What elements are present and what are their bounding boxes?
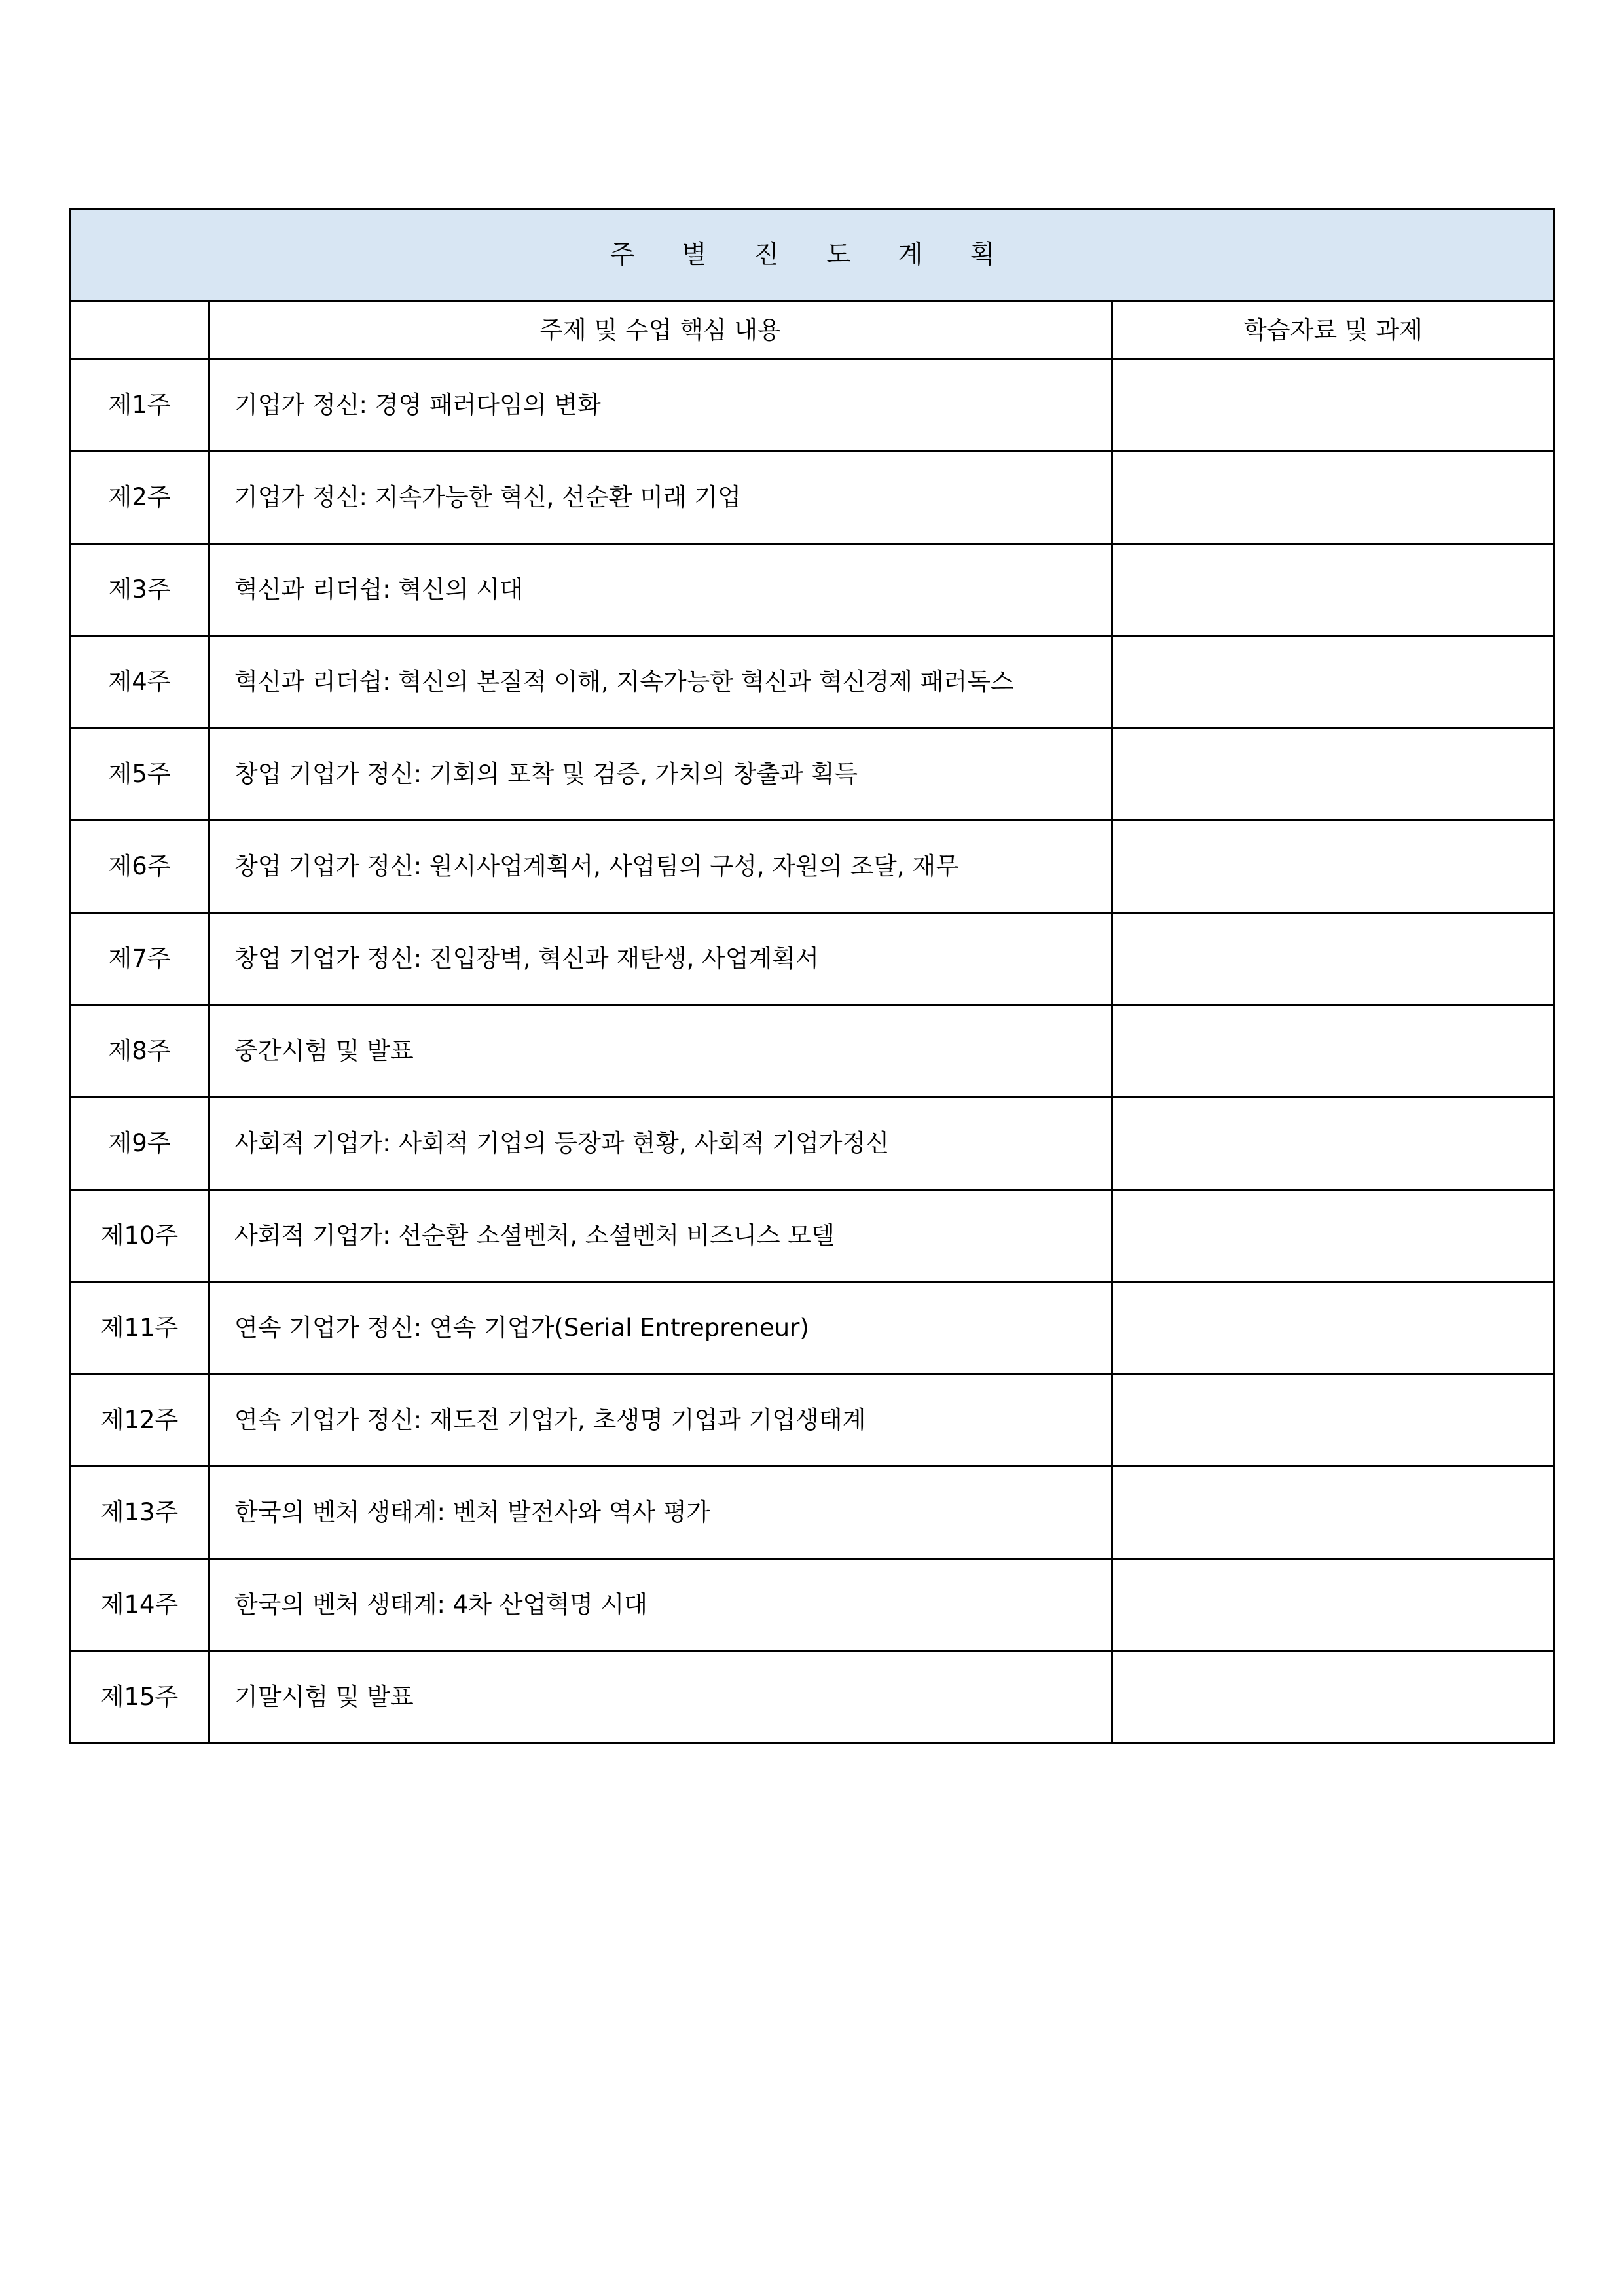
week-label: 제3주 <box>71 544 209 636</box>
week-materials <box>1112 1098 1554 1190</box>
week-materials <box>1112 1282 1554 1374</box>
week-label: 제9주 <box>71 1098 209 1190</box>
week-materials <box>1112 359 1554 452</box>
week-label: 제13주 <box>71 1467 209 1559</box>
week-topic: 기말시험 및 발표 <box>209 1651 1112 1744</box>
week-materials <box>1112 636 1554 728</box>
table-row <box>71 913 1554 1005</box>
week-label: 제7주 <box>71 913 209 1005</box>
table-row <box>71 1374 1554 1467</box>
week-label: 제1주 <box>71 359 209 452</box>
table-row <box>71 1190 1554 1282</box>
week-topic: 기업가 정신: 경영 패러다임의 변화 <box>209 359 1112 452</box>
week-topic: 기업가 정신: 지속가능한 혁신, 선순환 미래 기업 <box>209 452 1112 544</box>
week-materials <box>1112 544 1554 636</box>
week-materials <box>1112 821 1554 913</box>
week-topic: 한국의 벤처 생태계: 벤처 발전사와 역사 평가 <box>209 1467 1112 1559</box>
table-title: 주 별 진 도 계 획 <box>71 209 1554 302</box>
week-label: 제11주 <box>71 1282 209 1374</box>
table-row <box>71 1005 1554 1098</box>
week-topic: 사회적 기업가: 사회적 기업의 등장과 현황, 사회적 기업가정신 <box>209 1098 1112 1190</box>
weekly-plan-table <box>69 208 1555 1744</box>
week-topic: 창업 기업가 정신: 진입장벽, 혁신과 재탄생, 사업계획서 <box>209 913 1112 1005</box>
week-topic: 창업 기업가 정신: 원시사업계획서, 사업팀의 구성, 자원의 조달, 재무 <box>209 821 1112 913</box>
week-label: 제12주 <box>71 1374 209 1467</box>
table-title-row <box>71 209 1554 302</box>
week-topic: 한국의 벤처 생태계: 4차 산업혁명 시대 <box>209 1559 1112 1651</box>
table-row <box>71 1559 1554 1651</box>
week-topic: 연속 기업가 정신: 재도전 기업가, 초생명 기업과 기업생태계 <box>209 1374 1112 1467</box>
week-topic: 혁신과 리더쉽: 혁신의 시대 <box>209 544 1112 636</box>
week-topic: 창업 기업가 정신: 기회의 포착 및 검증, 가치의 창출과 획득 <box>209 728 1112 821</box>
week-label: 제5주 <box>71 728 209 821</box>
week-label: 제6주 <box>71 821 209 913</box>
table-row <box>71 1467 1554 1559</box>
week-materials <box>1112 728 1554 821</box>
week-topic: 사회적 기업가: 선순환 소셜벤처, 소셜벤처 비즈니스 모델 <box>209 1190 1112 1282</box>
week-label: 제14주 <box>71 1559 209 1651</box>
table-header-row <box>71 302 1554 359</box>
week-label: 제8주 <box>71 1005 209 1098</box>
table-row <box>71 452 1554 544</box>
weekly-plan-table-body <box>71 209 1554 1744</box>
table-row <box>71 359 1554 452</box>
header-topic-cell: 주제 및 수업 핵심 내용 <box>209 302 1112 359</box>
week-topic: 중간시험 및 발표 <box>209 1005 1112 1098</box>
week-label: 제10주 <box>71 1190 209 1282</box>
table-row <box>71 1098 1554 1190</box>
week-label: 제15주 <box>71 1651 209 1744</box>
header-week-cell <box>71 302 209 359</box>
week-materials <box>1112 452 1554 544</box>
table-row <box>71 544 1554 636</box>
table-row <box>71 636 1554 728</box>
week-materials <box>1112 1651 1554 1744</box>
week-label: 제2주 <box>71 452 209 544</box>
week-topic: 혁신과 리더쉽: 혁신의 본질적 이해, 지속가능한 혁신과 혁신경제 패러독스 <box>209 636 1112 728</box>
table-row <box>71 1282 1554 1374</box>
table-row <box>71 1651 1554 1744</box>
table-row <box>71 821 1554 913</box>
week-materials <box>1112 913 1554 1005</box>
table-row <box>71 728 1554 821</box>
header-materials-cell: 학습자료 및 과제 <box>1112 302 1554 359</box>
week-materials <box>1112 1005 1554 1098</box>
week-topic: 연속 기업가 정신: 연속 기업가(Serial Entrepreneur) <box>209 1282 1112 1374</box>
week-materials <box>1112 1374 1554 1467</box>
week-materials <box>1112 1190 1554 1282</box>
week-materials <box>1112 1467 1554 1559</box>
week-label: 제4주 <box>71 636 209 728</box>
week-materials <box>1112 1559 1554 1651</box>
